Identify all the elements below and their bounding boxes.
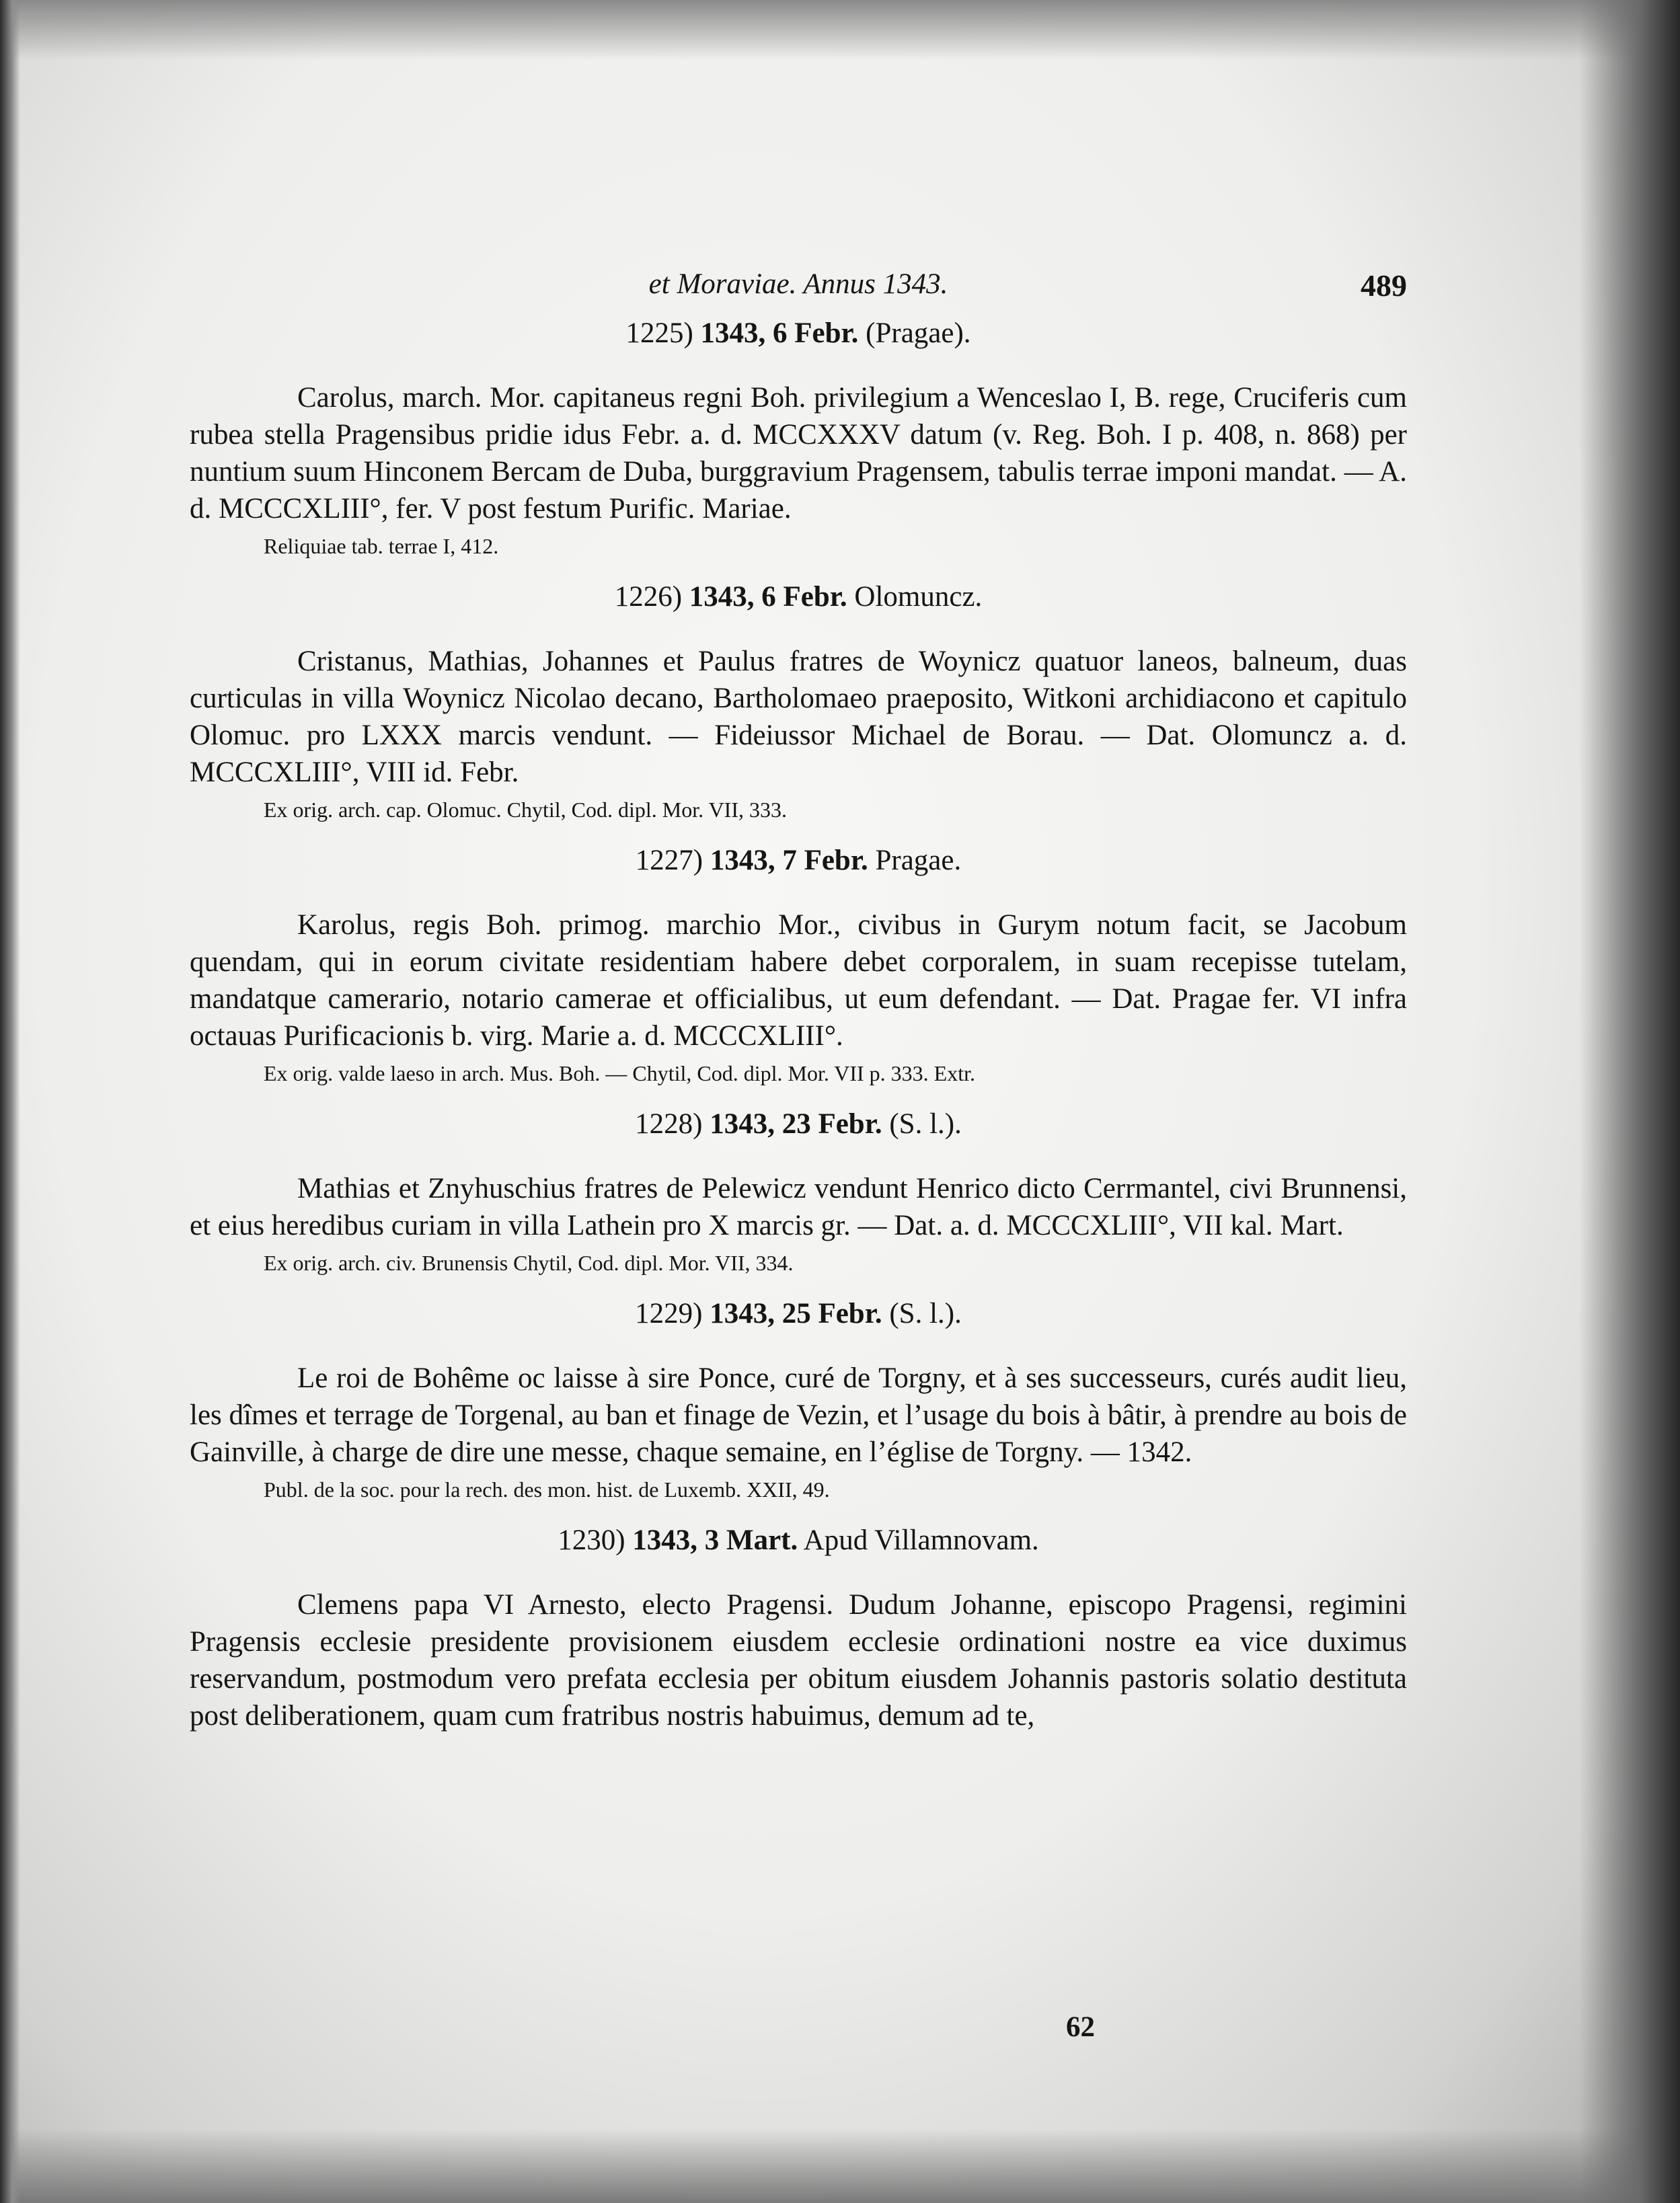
entry-year: 1343, [689, 581, 755, 613]
entry-body: Le roi de Bohême oc laisse à sire Ponce, curé de Torgny, et à ses successeurs, curés audit lieu, les dîmes et terrage de Torgenal, au ban et finage de Vezin, et l’usage du bois à bâtir, à prendre au bois de Gainville, à charge de dire une messe, chaque semaine, en l’église de Torgny. — 1342. [190, 1362, 1407, 1468]
entry-place: Olomuncz. [854, 581, 983, 613]
regest-entry-1228 [190, 1106, 1407, 1278]
regest-entry-1226 [190, 578, 1407, 824]
entry-number: 1227) [635, 845, 703, 876]
book-page [190, 268, 1407, 1752]
entry-number: 1230) [558, 1524, 625, 1556]
entry-number: 1226) [614, 581, 683, 613]
running-head [190, 268, 1407, 315]
entry-number: 1225) [625, 317, 693, 349]
entry-body: Clemens papa VI Arnesto, electo Pragensi. Dudum Johanne, episcopo Pragensi, regimini Pragensis ecclesie presidente provisionem eiusdem ecclesie ordinationi nostre ea vice duximus reservandum, postmodum vero prefata ecclesia per obitum eiusdem Johannis pastoris solatio destituta post deliberationem, quam cum fratribus nostris habuimus, demum ad te, [190, 1589, 1407, 1732]
entry-place: Pragae. [875, 845, 962, 876]
entry-place: Apud Villamnovam. [803, 1524, 1039, 1556]
regest-entry-1229 [190, 1295, 1407, 1504]
running-head-title: et Moraviae. Annus 1343. [648, 268, 948, 300]
entry-heading [190, 842, 1407, 880]
entry-body: Carolus, march. Mor. capitaneus regni Boh. privilegium a Wenceslao I, B. rege, Cruciferis cum rubea stella Pragensibus pridie idus Febr. a. d. MCCXXXV datum (v. Reg. Boh. I p. 408, n. 868) per nuntium suum Hinconem Bercam de Duba, burggravium Pragensem, tabulis terrae imponi mandat. — A. d. MCCCXLIII°, fer. V post festum Purific. Mariae. [190, 382, 1407, 525]
entry-date: 6 Febr. [761, 581, 847, 613]
signature-mark: 62 [1066, 2011, 1095, 2043]
entry-source: Ex orig. arch. civ. Brunensis Chytil, Cod. dipl. Mor. VII, 334. [264, 1251, 794, 1275]
entry-date: 25 Febr. [781, 1298, 882, 1329]
entry-body: Mathias et Znyhuschius fratres de Pelewicz vendunt Henrico dicto Cerrmantel, civi Brunnensi, et eius heredibus curiam in villa Lathein pro X marcis gr. — Dat. a. d. MCCCXLIII°, VII kal. Mart. [190, 1173, 1407, 1241]
entry-source: Reliquiae tab. terrae I, 412. [264, 534, 499, 558]
entry-heading [190, 1295, 1407, 1333]
entry-date: 3 Mart. [704, 1524, 798, 1556]
entry-place: (Pragae). [866, 317, 971, 349]
entry-place: (S. l.). [889, 1298, 962, 1329]
entry-date: 23 Febr. [781, 1108, 882, 1140]
entry-place: (S. l.). [889, 1108, 962, 1140]
scan-shadow-left [0, 0, 20, 2203]
entry-date: 7 Febr. [782, 845, 868, 876]
entry-year: 1343, [700, 317, 766, 349]
regest-entry-1230 [190, 1522, 1407, 1734]
entry-year: 1343, [710, 1298, 775, 1329]
scan-shadow-top [0, 0, 1680, 61]
entry-number: 1228) [635, 1108, 703, 1140]
entry-heading [190, 315, 1407, 352]
entry-body: Cristanus, Mathias, Johannes et Paulus fratres de Woynicz quatuor laneos, balneum, duas curticulas in villa Woynicz Nicolao decano, Bartholomaeo praeposito, Witkoni archidiacono et capitulo Olomuc. pro LXXX marcis vendunt. — Fideiussor Michael de Borau. — Dat. Olomuncz a. d. MCCCXLIII°, VIII id. Febr. [190, 646, 1407, 788]
entry-source: Ex orig. valde laeso in arch. Mus. Boh. — Chytil, Cod. dipl. Mor. VII p. 333. Extr. [264, 1061, 975, 1085]
scan-shadow-right [1579, 0, 1680, 2203]
entry-year: 1343, [632, 1524, 698, 1556]
entry-body: Karolus, regis Boh. primog. marchio Mor., civibus in Gurym notum facit, se Jacobum quendam, qui in eorum civitate residentiam habere debet corporalem, in suam recepisse tutelam, mandatque camerario, notario camerae et officialibus, ut eum defendant. — Dat. Pragae fer. VI infra octauas Purificacionis b. virg. Marie a. d. MCCCXLIII°. [190, 909, 1407, 1052]
regest-entry-1227 [190, 842, 1407, 1088]
regest-entry-1225 [190, 315, 1407, 561]
scan-shadow-bottom [0, 2129, 1680, 2203]
entry-year: 1343, [710, 845, 775, 876]
entry-source: Publ. de la soc. pour la rech. des mon. hist. de Luxemb. XXII, 49. [264, 1477, 830, 1502]
entry-year: 1343, [710, 1108, 775, 1140]
entry-heading [190, 1522, 1407, 1559]
entry-date: 6 Febr. [773, 317, 859, 349]
entry-heading [190, 578, 1407, 616]
entry-number: 1229) [635, 1298, 703, 1329]
entry-heading [190, 1106, 1407, 1143]
entry-source: Ex orig. arch. cap. Olomuc. Chytil, Cod. dipl. Mor. VII, 333. [264, 798, 787, 822]
page-number: 489 [1361, 268, 1407, 303]
